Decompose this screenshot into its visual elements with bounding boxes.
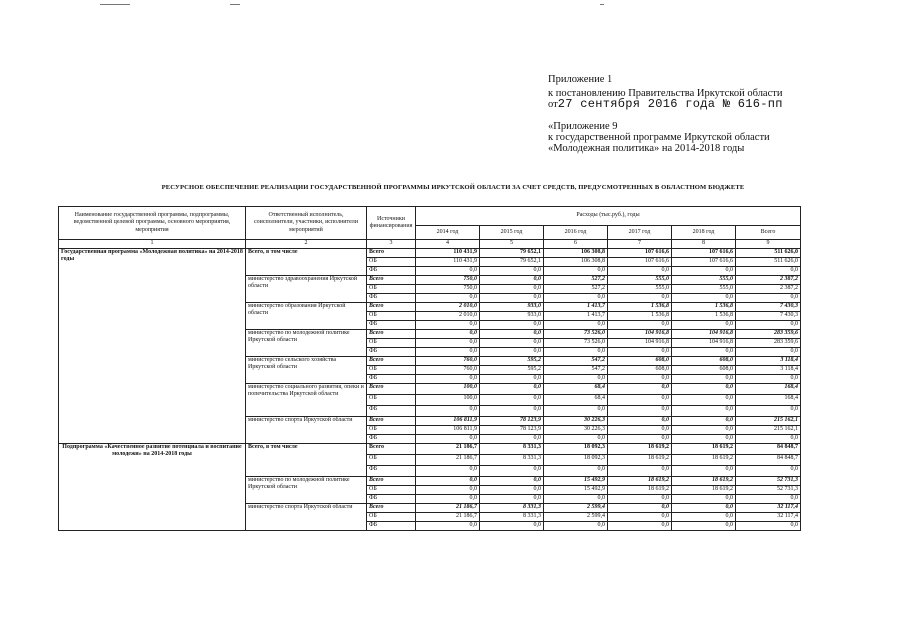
executor-cell: министерство спорта Иркутской области xyxy=(246,417,367,444)
value-cell: 3 118,4 xyxy=(736,357,801,366)
value-cell: 0,0 xyxy=(672,395,736,406)
value-cell: 84 848,7 xyxy=(736,455,801,466)
value-cell: 0,0 xyxy=(544,375,608,384)
value-cell: 750,0 xyxy=(416,285,480,294)
value-cell: 0,0 xyxy=(672,348,736,357)
value-cell: 760,0 xyxy=(416,357,480,366)
value-cell: 2 599,4 xyxy=(544,513,608,522)
value-cell: 595,2 xyxy=(480,366,544,375)
value-cell: 511 626,0 xyxy=(736,258,801,267)
value-cell: 0,0 xyxy=(608,522,672,531)
executor-cell: министерство по молодежной политике Иркутской области xyxy=(246,330,367,357)
value-cell: 0,0 xyxy=(416,495,480,504)
value-cell: 0,0 xyxy=(608,348,672,357)
value-cell: 283 359,6 xyxy=(736,330,801,339)
header-executor: Ответственный исполнитель, соисполнители, участники, исполнители мероприятий xyxy=(246,207,367,240)
table-row xyxy=(59,249,801,258)
value-cell: 0,0 xyxy=(544,406,608,417)
value-cell: 933,0 xyxy=(480,303,544,312)
finance-table xyxy=(58,206,801,531)
value-cell: 18 092,3 xyxy=(544,455,608,466)
value-cell: 0,0 xyxy=(480,466,544,477)
value-cell: 0,0 xyxy=(672,375,736,384)
colnum: 9 xyxy=(736,240,801,249)
value-cell: 215 162,1 xyxy=(736,417,801,426)
value-cell: 0,0 xyxy=(416,267,480,276)
value-cell: 73 526,0 xyxy=(544,339,608,348)
value-cell: 18 619,2 xyxy=(608,477,672,486)
source-cell: Всего xyxy=(367,303,416,312)
value-cell: 8 331,3 xyxy=(480,455,544,466)
program-ref: к государственной программе Иркутской области xyxy=(548,132,770,143)
value-cell: 0,0 xyxy=(480,321,544,330)
value-cell: 283 359,6 xyxy=(736,339,801,348)
source-cell: ОБ xyxy=(367,258,416,267)
source-cell: ОБ xyxy=(367,395,416,406)
value-cell: 0,0 xyxy=(544,348,608,357)
value-cell: 0,0 xyxy=(480,330,544,339)
value-cell: 0,0 xyxy=(736,522,801,531)
subprogram-name-cell: Подпрограмма «Качественное развитие потенциала и воспитание молодежи» на 2014-2018 годы xyxy=(59,444,246,531)
date-prefix: от xyxy=(548,99,558,110)
value-cell: 15 492,9 xyxy=(544,486,608,495)
value-cell: 0,0 xyxy=(544,495,608,504)
value-cell: 0,0 xyxy=(480,267,544,276)
value-cell: 2 010,0 xyxy=(416,303,480,312)
value-cell: 2 387,2 xyxy=(736,285,801,294)
executor-cell: министерство здравоохранения Иркутской области xyxy=(246,276,367,303)
value-cell: 2 387,2 xyxy=(736,276,801,285)
program-name: «Молодежная политика» на 2014-2018 годы xyxy=(548,143,745,154)
value-cell: 0,0 xyxy=(672,495,736,504)
value-cell: 21 186,7 xyxy=(416,455,480,466)
resolution-ref: к постановлению Правительства Иркутской области xyxy=(548,88,783,99)
value-cell: 104 916,8 xyxy=(672,339,736,348)
value-cell: 0,0 xyxy=(736,294,801,303)
source-cell: ФБ xyxy=(367,375,416,384)
year-2015: 2015 год xyxy=(480,226,544,240)
value-cell: 555,0 xyxy=(672,276,736,285)
value-cell: 104 916,8 xyxy=(672,330,736,339)
value-cell: 0,0 xyxy=(480,477,544,486)
header-name: Наименование государственной программы, подпрограммы, ведомственной целевой программы, основного мероприятия, мероприятия xyxy=(59,207,246,240)
value-cell: 0,0 xyxy=(672,513,736,522)
value-cell: 78 123,9 xyxy=(480,426,544,435)
value-cell: 0,0 xyxy=(672,466,736,477)
colnum: 2 xyxy=(246,240,367,249)
value-cell: 547,2 xyxy=(544,366,608,375)
source-cell: ФБ xyxy=(367,435,416,444)
value-cell: 933,0 xyxy=(480,312,544,321)
value-cell: 2 599,4 xyxy=(544,504,608,513)
value-cell: 68,4 xyxy=(544,384,608,395)
value-cell: 68,4 xyxy=(544,395,608,406)
value-cell: 0,0 xyxy=(544,435,608,444)
value-cell: 100,0 xyxy=(416,395,480,406)
colnum: 1 xyxy=(59,240,246,249)
value-cell: 0,0 xyxy=(608,294,672,303)
value-cell: 555,0 xyxy=(672,285,736,294)
value-cell: 3 118,4 xyxy=(736,366,801,375)
year-2017: 2017 год xyxy=(608,226,672,240)
source-cell: ФБ xyxy=(367,495,416,504)
source-cell: Всего xyxy=(367,384,416,395)
source-cell: ОБ xyxy=(367,513,416,522)
value-cell: 100,0 xyxy=(416,384,480,395)
value-cell: 110 431,9 xyxy=(416,249,480,258)
value-cell: 0,0 xyxy=(416,522,480,531)
value-cell: 18 619,2 xyxy=(672,455,736,466)
source-cell: Всего xyxy=(367,276,416,285)
value-cell: 0,0 xyxy=(544,321,608,330)
value-cell: 15 492,9 xyxy=(544,477,608,486)
value-cell: 0,0 xyxy=(544,522,608,531)
value-cell: 0,0 xyxy=(608,435,672,444)
value-cell: 0,0 xyxy=(608,395,672,406)
appendix-header xyxy=(548,74,868,154)
value-cell: 0,0 xyxy=(736,267,801,276)
value-cell: 0,0 xyxy=(736,495,801,504)
colnum: 7 xyxy=(608,240,672,249)
year-2018: 2018 год xyxy=(672,226,736,240)
value-cell: 84 848,7 xyxy=(736,444,801,455)
value-cell: 21 186,7 xyxy=(416,513,480,522)
column-number-row xyxy=(59,240,801,249)
value-cell: 2 010,0 xyxy=(416,312,480,321)
colnum: 8 xyxy=(672,240,736,249)
value-cell: 0,0 xyxy=(480,495,544,504)
value-cell: 1 536,8 xyxy=(672,303,736,312)
value-cell: 215 162,1 xyxy=(736,426,801,435)
program-appendix: «Приложение 9 xyxy=(548,121,618,132)
value-cell: 106 811,9 xyxy=(416,426,480,435)
value-cell: 0,0 xyxy=(672,504,736,513)
value-cell: 1 536,8 xyxy=(608,303,672,312)
value-cell: 0,0 xyxy=(480,285,544,294)
value-cell: 30 226,3 xyxy=(544,426,608,435)
colnum: 4 xyxy=(416,240,480,249)
executor-cell: министерство сельского хозяйства Иркутской области xyxy=(246,357,367,384)
year-2016: 2016 год xyxy=(544,226,608,240)
source-cell: ФБ xyxy=(367,321,416,330)
value-cell: 547,2 xyxy=(544,357,608,366)
value-cell: 1 536,8 xyxy=(608,312,672,321)
value-cell: 0,0 xyxy=(736,321,801,330)
value-cell: 106 308,8 xyxy=(544,249,608,258)
value-cell: 18 619,2 xyxy=(672,444,736,455)
value-cell: 0,0 xyxy=(736,435,801,444)
value-cell: 0,0 xyxy=(608,504,672,513)
value-cell: 608,0 xyxy=(672,366,736,375)
value-cell: 0,0 xyxy=(416,321,480,330)
top-scan-line xyxy=(600,4,604,5)
source-cell: ФБ xyxy=(367,294,416,303)
source-cell: ФБ xyxy=(367,522,416,531)
value-cell: 18 619,2 xyxy=(608,486,672,495)
source-cell: Всего xyxy=(367,477,416,486)
value-cell: 79 652,1 xyxy=(480,258,544,267)
value-cell: 0,0 xyxy=(416,348,480,357)
value-cell: 0,0 xyxy=(480,294,544,303)
value-cell: 0,0 xyxy=(480,276,544,285)
value-cell: 78 123,9 xyxy=(480,417,544,426)
value-cell: 107 616,6 xyxy=(608,258,672,267)
executor-cell: Всего, в том числе xyxy=(246,444,367,477)
value-cell: 0,0 xyxy=(672,417,736,426)
value-cell: 0,0 xyxy=(736,466,801,477)
value-cell: 18 619,2 xyxy=(608,444,672,455)
executor-cell: министерство образования Иркутской области xyxy=(246,303,367,330)
value-cell: 168,4 xyxy=(736,395,801,406)
value-cell: 750,0 xyxy=(416,276,480,285)
value-cell: 0,0 xyxy=(736,406,801,417)
source-cell: Всего xyxy=(367,504,416,513)
value-cell: 0,0 xyxy=(480,435,544,444)
value-cell: 555,0 xyxy=(608,276,672,285)
value-cell: 0,0 xyxy=(480,348,544,357)
top-scan-line xyxy=(100,4,130,5)
value-cell: 527,2 xyxy=(544,285,608,294)
value-cell: 0,0 xyxy=(480,375,544,384)
appendix-number: Приложение 1 xyxy=(548,74,613,85)
executor-cell: министерство спорта Иркутской области xyxy=(246,504,367,531)
value-cell: 0,0 xyxy=(608,466,672,477)
value-cell: 0,0 xyxy=(736,348,801,357)
value-cell: 0,0 xyxy=(480,406,544,417)
value-cell: 7 430,3 xyxy=(736,312,801,321)
executor-cell: министерство социального развития, опеки и попечительства Иркутской области xyxy=(246,384,367,417)
source-cell: Всего xyxy=(367,330,416,339)
value-cell: 8 331,3 xyxy=(480,444,544,455)
value-cell: 0,0 xyxy=(480,486,544,495)
value-cell: 18 619,2 xyxy=(608,455,672,466)
colnum: 3 xyxy=(367,240,416,249)
value-cell: 21 186,7 xyxy=(416,444,480,455)
value-cell: 0,0 xyxy=(608,513,672,522)
value-cell: 1 413,7 xyxy=(544,312,608,321)
value-cell: 104 916,8 xyxy=(608,330,672,339)
value-cell: 21 186,7 xyxy=(416,504,480,513)
value-cell: 79 652,1 xyxy=(480,249,544,258)
value-cell: 555,0 xyxy=(608,285,672,294)
value-cell: 0,0 xyxy=(608,406,672,417)
source-cell: ФБ xyxy=(367,267,416,276)
colnum: 6 xyxy=(544,240,608,249)
value-cell: 106 308,8 xyxy=(544,258,608,267)
value-cell: 0,0 xyxy=(416,477,480,486)
value-cell: 18 619,2 xyxy=(672,486,736,495)
value-cell: 73 526,0 xyxy=(544,330,608,339)
value-cell: 511 626,0 xyxy=(736,249,801,258)
source-cell: ФБ xyxy=(367,406,416,417)
value-cell: 107 616,6 xyxy=(672,249,736,258)
value-cell: 32 117,4 xyxy=(736,504,801,513)
value-cell: 107 616,6 xyxy=(672,258,736,267)
source-cell: ФБ xyxy=(367,348,416,357)
value-cell: 8 331,3 xyxy=(480,513,544,522)
value-cell: 0,0 xyxy=(544,294,608,303)
table-row xyxy=(59,444,801,455)
value-cell: 608,0 xyxy=(672,357,736,366)
value-cell: 104 916,8 xyxy=(608,339,672,348)
value-cell: 0,0 xyxy=(736,375,801,384)
executor-cell: министерство по молодежной политике Иркутской области xyxy=(246,477,367,504)
program-name-cell: Государственная программа «Молодежная политика» на 2014-2018 годы xyxy=(59,249,246,444)
value-cell: 0,0 xyxy=(672,384,736,395)
value-cell: 107 616,6 xyxy=(608,249,672,258)
source-cell: ОБ xyxy=(367,312,416,321)
value-cell: 8 331,3 xyxy=(480,504,544,513)
source-cell: Всего xyxy=(367,417,416,426)
value-cell: 0,0 xyxy=(608,417,672,426)
year-total: Всего xyxy=(736,226,801,240)
header-source: Источники финансирования xyxy=(367,207,416,240)
value-cell: 608,0 xyxy=(608,366,672,375)
value-cell: 110 431,9 xyxy=(416,258,480,267)
value-cell: 106 811,9 xyxy=(416,417,480,426)
resolution-date: 27 сентября 2016 года № 616-пп xyxy=(557,97,783,111)
source-cell: ОБ xyxy=(367,486,416,495)
value-cell: 0,0 xyxy=(608,321,672,330)
value-cell: 52 731,3 xyxy=(736,486,801,495)
value-cell: 0,0 xyxy=(416,486,480,495)
year-2014: 2014 год xyxy=(416,226,480,240)
value-cell: 0,0 xyxy=(672,294,736,303)
top-scan-line xyxy=(230,4,240,5)
source-cell: ОБ xyxy=(367,339,416,348)
value-cell: 0,0 xyxy=(608,384,672,395)
value-cell: 0,0 xyxy=(672,426,736,435)
value-cell: 0,0 xyxy=(480,384,544,395)
value-cell: 32 117,4 xyxy=(736,513,801,522)
resolution-date-line xyxy=(548,99,868,110)
value-cell: 7 430,3 xyxy=(736,303,801,312)
value-cell: 0,0 xyxy=(672,321,736,330)
value-cell: 18 619,2 xyxy=(672,477,736,486)
value-cell: 0,0 xyxy=(544,267,608,276)
source-cell: ФБ xyxy=(367,466,416,477)
value-cell: 30 226,3 xyxy=(544,417,608,426)
value-cell: 0,0 xyxy=(480,522,544,531)
value-cell: 0,0 xyxy=(672,406,736,417)
value-cell: 608,0 xyxy=(608,357,672,366)
value-cell: 52 731,3 xyxy=(736,477,801,486)
value-cell: 1 536,8 xyxy=(672,312,736,321)
value-cell: 527,2 xyxy=(544,276,608,285)
value-cell: 0,0 xyxy=(416,435,480,444)
value-cell: 0,0 xyxy=(480,339,544,348)
source-cell: Всего xyxy=(367,444,416,455)
value-cell: 595,2 xyxy=(480,357,544,366)
value-cell: 760,0 xyxy=(416,366,480,375)
colnum: 5 xyxy=(480,240,544,249)
value-cell: 0,0 xyxy=(480,395,544,406)
value-cell: 1 413,7 xyxy=(544,303,608,312)
source-cell: ОБ xyxy=(367,426,416,435)
value-cell: 168,4 xyxy=(736,384,801,395)
value-cell: 0,0 xyxy=(608,426,672,435)
source-cell: ОБ xyxy=(367,366,416,375)
value-cell: 18 092,3 xyxy=(544,444,608,455)
value-cell: 0,0 xyxy=(672,522,736,531)
document-title: РЕСУРСНОЕ ОБЕСПЕЧЕНИЕ РЕАЛИЗАЦИИ ГОСУДАРСТВЕННОЙ ПРОГРАММЫ ИРКУТСКОЙ ОБЛАСТИ ЗА СЧЕТ СРЕДСТВ, ПРЕДУСМОТРЕННЫХ В ОБЛАСТНОМ БЮДЖЕТЕ xyxy=(161,184,745,191)
value-cell: 0,0 xyxy=(608,495,672,504)
value-cell: 0,0 xyxy=(416,375,480,384)
header-expenses: Расходы (тыс.руб.), годы xyxy=(416,207,801,226)
source-cell: ОБ xyxy=(367,455,416,466)
value-cell: 0,0 xyxy=(544,466,608,477)
value-cell: 0,0 xyxy=(608,375,672,384)
value-cell: 0,0 xyxy=(608,267,672,276)
source-cell: Всего xyxy=(367,249,416,258)
value-cell: 0,0 xyxy=(672,435,736,444)
header-row xyxy=(59,207,801,226)
source-cell: ОБ xyxy=(367,285,416,294)
value-cell: 0,0 xyxy=(416,466,480,477)
source-cell: Всего xyxy=(367,357,416,366)
executor-cell: Всего, в том числе xyxy=(246,249,367,276)
value-cell: 0,0 xyxy=(416,330,480,339)
value-cell: 0,0 xyxy=(416,294,480,303)
value-cell: 0,0 xyxy=(672,267,736,276)
value-cell: 0,0 xyxy=(416,339,480,348)
value-cell: 0,0 xyxy=(416,406,480,417)
